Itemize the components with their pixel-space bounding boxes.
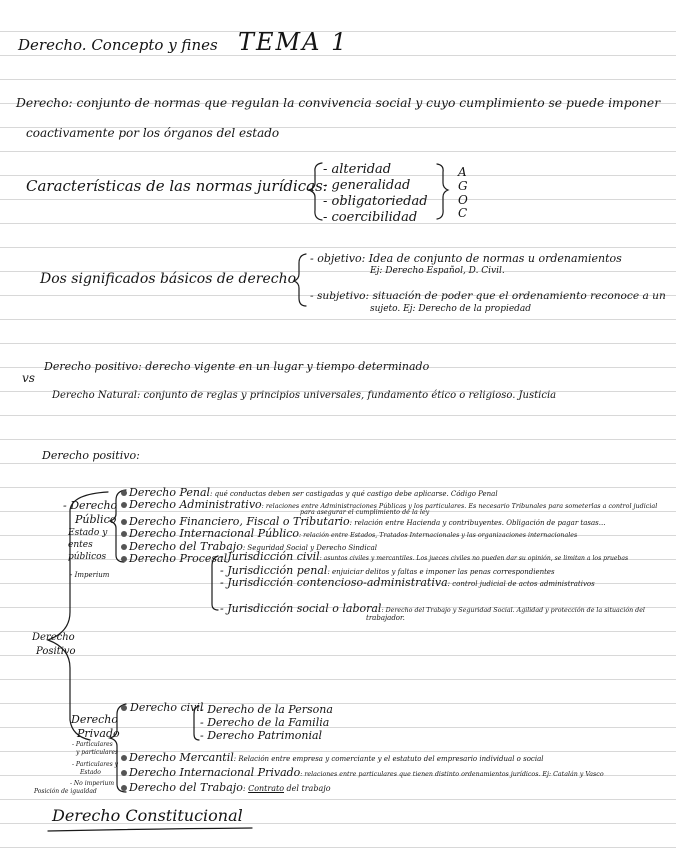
- publico-item-internacional: [129, 528, 577, 539]
- acronym-letter: C: [458, 206, 468, 220]
- significado-subjetivo: - subjetivo: situación de poder que el ordenamiento reconoce a un: [310, 290, 666, 302]
- publico-item-penal: [129, 487, 498, 498]
- acronym-letter: G: [458, 179, 468, 193]
- bullet-dot: [121, 705, 127, 711]
- publico-label-1: - Derecho: [63, 499, 118, 512]
- bullet-dot: [121, 502, 127, 508]
- bullet-dot: [121, 785, 127, 791]
- tema-heading: TEMA 1: [238, 28, 349, 56]
- jurisdiccion-penal: [220, 565, 555, 576]
- item-desc: : relación entre Estados, Tratados Internacionales y las organizaciones internacionales: [299, 532, 578, 539]
- bullet-dot: [121, 531, 127, 537]
- caracteristicas-label: Características de las normas jurídicas:: [26, 177, 328, 195]
- acronym-letter: A: [458, 165, 467, 179]
- tree-root-line1: Derecho: [32, 632, 75, 643]
- item-name: Derecho Internacional Público: [129, 527, 300, 540]
- privado-item-internacional: [129, 767, 604, 778]
- publico-sub: Estado y: [68, 528, 108, 538]
- item-desc-pre: :: [242, 784, 249, 793]
- privado-item-mercantil: [129, 752, 543, 763]
- item-name: Derecho Administrativo: [129, 498, 262, 511]
- civil-subitem: - Derecho de la Familia: [200, 716, 330, 729]
- item-desc: : relación entre Hacienda y contribuyentes. Obligación de pagar tasas...: [349, 519, 606, 527]
- bullet-dot: [121, 544, 127, 550]
- bullet-dot: [121, 556, 127, 562]
- jurisdiccion-contencioso: [220, 577, 595, 588]
- jurisdiccion-social-cont: trabajador.: [366, 614, 405, 622]
- notes-title: Derecho. Concepto y fines: [18, 36, 218, 54]
- acronym-letter: O: [458, 193, 468, 207]
- publico-item-procesal: Derecho Procesal: [129, 552, 228, 565]
- item-name: Derecho Financiero, Fiscal o Tributario: [129, 515, 350, 528]
- privado-item-civil: Derecho civil: [130, 701, 204, 714]
- derecho-natural-def: Derecho Natural: conjunto de reglas y principios universales, fundamento ético o religioso. Justicia: [52, 390, 557, 401]
- item-desc: : relaciones entre particulares que tienen distinto ordenamientos jurídicos. Ej: Catalán y Vasco: [300, 771, 604, 778]
- publico-item-fiscal: [129, 516, 605, 527]
- significado-objetivo-ejemplo: Ej: Derecho Español, D. Civil.: [370, 266, 505, 276]
- publico-sub: entes: [68, 540, 93, 550]
- privado-sub: - No imperium: [70, 780, 115, 787]
- privado-sub: - Particulares y: [72, 761, 118, 768]
- publico-label-2: Público: [75, 513, 117, 526]
- publico-sub: públicos: [68, 552, 107, 562]
- privado-label-1: Derecho: [71, 713, 118, 726]
- item-desc: : qué conductas deben ser castigadas y qué castigo debe aplicarse. Código Penal: [210, 490, 498, 498]
- item-desc: : Derecho del Trabajo y Seguridad Social. Agilidad y protección de la situación del: [381, 607, 645, 614]
- publico-imperium: - Imperium: [70, 571, 110, 579]
- caracteristica-item: - generalidad: [323, 178, 411, 193]
- item-desc: : enjuiciar delitos y faltas e imponer las penas correspondientes: [327, 568, 555, 576]
- jurisdiccion-civil: [220, 551, 628, 562]
- privado-sub: y particulares: [76, 749, 119, 756]
- caracteristica-item: - coercibilidad: [323, 210, 418, 225]
- definition-line-1: Derecho: conjunto de normas que regulan la convivencia social y cuyo cumplimiento se puede imponer: [16, 96, 661, 110]
- caracteristica-item: - obligatoriedad: [323, 194, 428, 209]
- item-desc-underlined: Contrato: [248, 784, 285, 793]
- privado-sub: Estado: [80, 769, 101, 776]
- item-name: - Jurisdicción civil: [220, 550, 320, 563]
- significado-subjetivo-cont: sujeto. Ej: Derecho de la propiedad: [370, 304, 532, 314]
- item-desc-post: del trabajo: [284, 784, 331, 793]
- item-name: Derecho Mercantil: [129, 751, 234, 764]
- positivo-heading: Derecho positivo:: [42, 449, 140, 462]
- privado-sub: Posición de igualdad: [34, 788, 97, 795]
- tree-root-line2: Positivo: [36, 646, 76, 657]
- civil-subitem: - Derecho Patrimonial: [200, 729, 323, 742]
- item-desc: : Relación entre empresa y comerciante y el estatuto del empresario individual o social: [233, 755, 544, 763]
- bullet-dot: [121, 755, 127, 761]
- vs-label: vs: [22, 371, 35, 385]
- item-desc: : control judicial de actos administrativos: [447, 580, 595, 588]
- item-desc: : relaciones entre Administraciones Públicas y los particulares. Es necesario Tribunales para someterlas a control judicial: [261, 502, 658, 510]
- significado-objetivo: - objetivo: Idea de conjunto de normas u ordenamientos: [310, 252, 622, 265]
- privado-sub: - Particulares: [72, 741, 113, 748]
- bullet-dot: [121, 490, 127, 496]
- caracteristica-item: - alteridad: [323, 162, 392, 177]
- significados-label: Dos significados básicos de derecho: [40, 271, 297, 287]
- item-name: - Jurisdicción social o laboral: [220, 602, 382, 615]
- item-name: - Jurisdicción penal: [220, 564, 328, 577]
- item-desc: : Seguridad Social y Derecho Sindical: [242, 544, 377, 552]
- privado-item-trabajo: [129, 782, 331, 793]
- item-desc: : asuntos civiles y mercantiles. Los jueces civiles no pueden dar su opinión, se limitan a los pruebas: [319, 555, 629, 562]
- privado-label-2: Privado: [77, 727, 120, 740]
- item-name: Derecho del Trabajo: [129, 781, 243, 794]
- item-name: - Jurisdicción contencioso-administrativa: [220, 576, 448, 589]
- derecho-constitucional: Derecho Constitucional: [52, 806, 243, 825]
- item-desc-cont: para asegurar el cumplimiento de la ley: [300, 508, 430, 516]
- bullet-dot: [121, 519, 127, 525]
- item-name: Derecho Internacional Privado: [129, 766, 301, 779]
- brace-right: [437, 164, 448, 219]
- definition-line-2: coactivamente por los órganos del estado: [26, 126, 280, 140]
- constitucional-underline: [48, 828, 252, 831]
- derecho-positivo-def: Derecho positivo: derecho vigente en un lugar y tiempo determinado: [44, 360, 430, 373]
- item-name: Derecho Penal: [129, 486, 211, 499]
- civil-subitem: - Derecho de la Persona: [200, 703, 333, 716]
- jurisdiccion-social: [220, 603, 645, 614]
- bullet-dot: [121, 770, 127, 776]
- item-name: Derecho del Trabajo: [129, 540, 243, 553]
